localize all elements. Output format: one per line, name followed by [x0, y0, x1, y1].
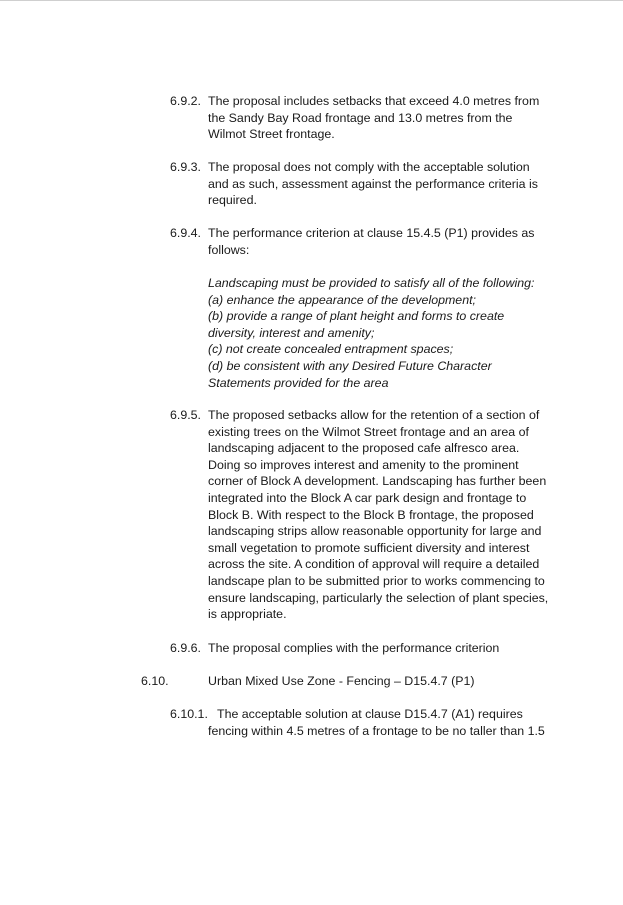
text-line: follows: [208, 242, 250, 257]
clause-number: 6.9.2. [170, 94, 202, 108]
text-line: existing trees on the Wilmot Street frontage and an area of [208, 424, 529, 439]
text-line: required. [208, 193, 257, 208]
quote-line: Landscaping must be provided to satisfy all of the following: [208, 276, 535, 290]
text-line: landscaping adjacent to the proposed cafe alfresco area. [208, 441, 520, 456]
clause-text [208, 640, 499, 657]
text-line: Block B. With respect to the Block B frontage, the proposed [208, 507, 534, 522]
text-line: The proposed setbacks allow for the retention of a section of [208, 408, 540, 422]
clause-number: 6.9.4. [170, 226, 202, 240]
text-line: The proposal does not comply with the acceptable solution [208, 160, 530, 174]
section-title [208, 673, 475, 690]
quote-line: (b) provide a range of plant height and forms to create [208, 309, 505, 324]
clause-text [208, 225, 534, 258]
text-line: Urban Mixed Use Zone - Fencing – D15.4.7 (P1) [208, 674, 475, 688]
text-line: across the site. A condition of approval will require a detailed [208, 557, 540, 572]
clause-number: 6.9.6. [170, 641, 202, 655]
clause-text [208, 706, 545, 739]
text-line: corner of Block A development. Landscaping has further been [208, 474, 547, 489]
text-line: The proposal includes setbacks that exceed 4.0 metres from [208, 94, 540, 108]
text-line: landscaping strips allow reasonable opportunity for large and [208, 524, 542, 539]
text-line: is appropriate. [208, 607, 287, 622]
clause-number: 6.10.1. [170, 707, 208, 721]
text-line: The acceptable solution at clause D15.4.7 (A1) requires [217, 707, 523, 721]
clause-number: 6.9.5. [170, 408, 202, 422]
clause-number: 6.9.3. [170, 160, 202, 174]
text-line: integrated into the Block A car park design and frontage to [208, 490, 527, 505]
text-line: Doing so improves interest and amenity to the prominent [208, 457, 519, 472]
clause-text [208, 93, 539, 143]
quoted-criterion [208, 275, 568, 391]
section-number: 6.10. [141, 674, 169, 688]
text-line: The performance criterion at clause 15.4.5 (P1) provides as [208, 226, 535, 240]
quote-line: (a) enhance the appearance of the development; [208, 292, 476, 307]
quote-line: (c) not create concealed entrapment spaces; [208, 342, 454, 357]
clause-text [208, 407, 548, 623]
text-line: and as such, assessment against the performance criteria is [208, 176, 538, 191]
text-line: fencing within 4.5 metres of a frontage to be no taller than 1.5 [208, 723, 545, 738]
clause-text [208, 159, 538, 209]
quote-line: Statements provided for the area [208, 375, 389, 390]
text-line: ensure landscaping, particularly the selection of plant species, [208, 590, 549, 605]
quote-line: diversity, interest and amenity; [208, 325, 375, 340]
text-line: The proposal complies with the performance criterion [208, 641, 500, 655]
text-line: landscape plan to be submitted prior to works commencing to [208, 573, 545, 588]
text-line: Wilmot Street frontage. [208, 127, 335, 142]
text-line: the Sandy Bay Road frontage and 13.0 metres from the [208, 110, 513, 125]
quote-line: (d) be consistent with any Desired Future Character [208, 358, 492, 373]
text-line: small vegetation to promote sufficient diversity and interest [208, 540, 530, 555]
